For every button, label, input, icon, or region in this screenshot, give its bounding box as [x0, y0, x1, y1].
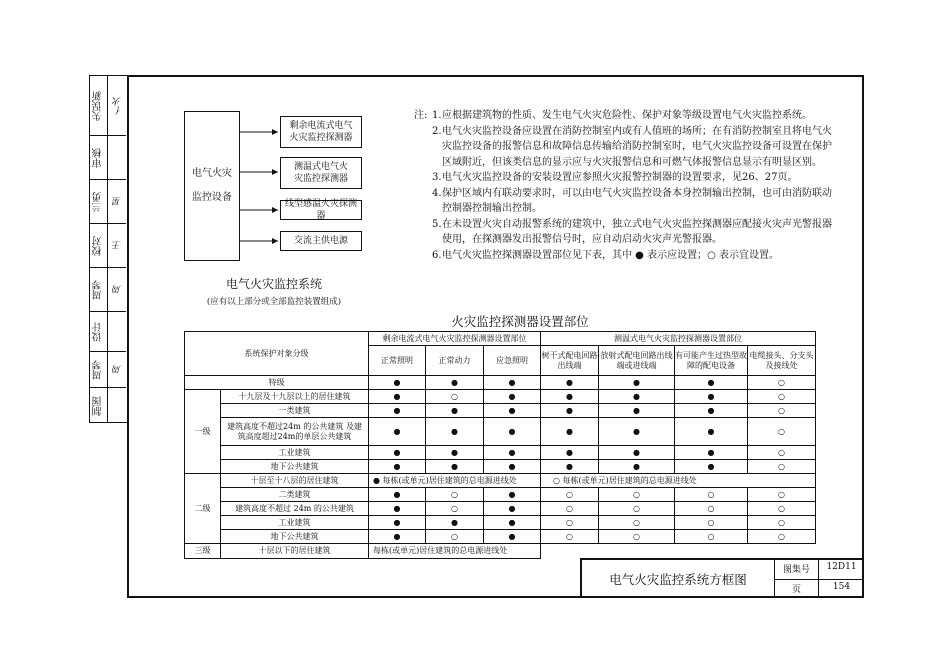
notes-prefix: 注:: [414, 110, 428, 121]
level-label: 特级: [185, 376, 369, 390]
building-type: 地下公共建筑: [221, 460, 369, 474]
table-row: [185, 446, 816, 460]
placement-mark: ●: [369, 516, 426, 530]
table-row: [185, 530, 816, 544]
placement-mark: ●: [599, 418, 675, 446]
temperature-detector-box: 测温式电气火灾监控探测器: [280, 157, 362, 189]
stamp-cell: 兰勇 星: [90, 180, 126, 224]
header-class: 系统保护对象分级: [185, 332, 369, 376]
placement-mark: ●: [599, 460, 675, 474]
placement-mark: ○: [675, 516, 748, 530]
stamp-cell: 制图: [90, 388, 126, 423]
placement-mark: ○: [541, 516, 599, 530]
level-label: 二级: [185, 474, 221, 544]
table-row: [185, 516, 816, 530]
stamp-cell: 失误新 亻火: [90, 76, 126, 136]
table-row: [185, 418, 816, 446]
placement-mark: ●: [426, 446, 484, 460]
detector-placement-table: [184, 331, 816, 559]
stamp-cell: 审核: [90, 136, 126, 180]
notes: 注: 1. 应根据建筑物的性质、发生电气火灾危险性、保护对象等级设置电气火灾监控系统。 2. 电气火灾监控设备应设置在消防控制室内或有人值班的场所；在有消防控制室且将电气火灾监控设备的报警信息和故障信息传输给消防控制室时，电气火灾监控设备可设置在保护区域附近，但该类信息的显示应与火灾报警信息和可燃气体报警信息显示有明显区别。 3. 电气火灾监控设备的安装设置应参照火灾报警控制器的设置要求，见26、27页。 4. 保护区域内有联动要求时，可以由电气火灾监控设备本身控制输出控制，也可由消防联动控制器控制输出控制。 5. 在未设置火灾自动报警系统的建筑中，独立式电气火灾监控探测器应配接火灾声光警报器使用，在探测器发出报警信号时，应自动启动火灾声光警报器。 6. 电气火灾监控探测器设置部位见下表，其中 ● 表示应设置；○ 表示宜设置。: [414, 108, 834, 263]
placement-mark: ○: [748, 390, 816, 404]
building-type: 十层以下的居住建筑: [221, 544, 369, 559]
placement-mark: ●: [541, 460, 599, 474]
placement-mark: ●: [484, 516, 541, 530]
placement-mark: ○: [426, 488, 484, 502]
placement-mark: ●: [369, 376, 426, 390]
placement-mark: ●: [369, 530, 426, 544]
placement-mark: ○: [675, 502, 748, 516]
placement-mark: ○: [675, 488, 748, 502]
placement-mark: ○: [748, 516, 816, 530]
building-type: 建筑高度不超过 24m 的公共建筑: [221, 502, 369, 516]
building-type: 十层至十八层的居住建筑: [221, 474, 369, 488]
placement-mark: ●: [675, 460, 748, 474]
placement-mark: ○: [541, 488, 599, 502]
placement-mark: ●: [599, 404, 675, 418]
placement-mark: ●: [369, 390, 426, 404]
placement-mark: ○: [748, 530, 816, 544]
placement-mark: ○: [541, 530, 599, 544]
placement-mark: ●: [675, 418, 748, 446]
placement-mark: ●: [484, 488, 541, 502]
level-label: 三级: [185, 544, 221, 559]
note-text: 保护区域内有联动要求时，可以由电气火灾监控设备本身控制输出控制，也可由消防联动控制器控制输出控制。: [442, 187, 832, 214]
placement-mark: ●: [369, 460, 426, 474]
stamp-cell: 周琴 周: [90, 352, 126, 388]
placement-mark: ○: [426, 390, 484, 404]
placement-mark: ●: [369, 446, 426, 460]
span-note: ○ 每栋(或单元)居住建筑的总电源进线处: [541, 474, 816, 488]
placement-mark: ●: [484, 390, 541, 404]
placement-mark: ●: [369, 404, 426, 418]
placement-mark: ●: [541, 390, 599, 404]
signature-column: [89, 75, 127, 423]
placement-mark: ●: [599, 446, 675, 460]
note-text: 电气火灾监控设备应设置在消防控制室内或有人值班的场所；在有消防控制室且将电气火灾监控设备的报警信息和故障信息传输给消防控制室时，电气火灾监控设备可设置在保护区域附近，但该类信息的显示应与火灾报警信息和可燃气体报警信息显示有明显区别。: [442, 125, 832, 168]
placement-mark: ●: [484, 404, 541, 418]
building-type: 十九层及十九层以上的居住建筑: [221, 390, 369, 404]
table-row: [185, 390, 816, 404]
ac-power-box: 交流主供电源: [280, 231, 362, 251]
header-group-temp: 测温式电气火灾监控探测器设置部位: [541, 332, 816, 346]
table-row: [185, 404, 816, 418]
placement-mark: ●: [675, 404, 748, 418]
note-text: 电气火灾监控探测器设置部位见下表，其中 ● 表示应设置；○ 表示宜设置。: [442, 249, 779, 261]
placement-mark: ●: [484, 460, 541, 474]
building-type: 工业建筑: [221, 446, 369, 460]
note-text: 在未设置火灾自动报警系统的建筑中，独立式电气火灾监控探测器应配接火灾声光警报器使用，在探测器发出报警信号时，应自动启动火灾声光警报器。: [442, 218, 832, 245]
column-header: 正常照明: [369, 346, 426, 376]
placement-mark: ○: [748, 404, 816, 418]
linear-heat-detector-box: 线型感温火灾探测器: [280, 200, 362, 220]
table-row: [185, 544, 816, 559]
connector-lines: [240, 110, 280, 260]
placement-mark: ●: [599, 390, 675, 404]
atlas-number-value: 12D11: [826, 562, 857, 572]
placement-mark: ○: [599, 502, 675, 516]
atlas-number-label: 图集号: [782, 565, 810, 575]
header-group-residual: 剩余电流式电气火灾监控探测器设置部位: [369, 332, 541, 346]
placement-mark: ●: [369, 502, 426, 516]
placement-mark: ○: [599, 530, 675, 544]
column-header: 电缆接头、分支头及接线处: [748, 346, 816, 376]
placement-mark: ●: [484, 418, 541, 446]
table-row: [185, 474, 816, 488]
placement-mark: ●: [369, 418, 426, 446]
residual-current-detector-box: 剩余电流式电气火灾监控探测器: [280, 116, 362, 148]
placement-mark: ●: [426, 418, 484, 446]
placement-mark: ●: [541, 418, 599, 446]
diagram-title: 电气火灾监控系统: [225, 277, 322, 291]
placement-mark: ●: [541, 376, 599, 390]
placement-mark: ○: [426, 530, 484, 544]
monitor-device-box: 电气火灾监控设备: [184, 111, 240, 261]
placement-mark: ●: [484, 502, 541, 516]
building-type: 工业建筑: [221, 516, 369, 530]
placement-mark: ○: [541, 502, 599, 516]
placement-mark: ○: [748, 376, 816, 390]
stamp-cell: 周琴 周: [90, 268, 126, 312]
title-block: [580, 558, 864, 598]
placement-mark: ●: [484, 376, 541, 390]
placement-mark: ●: [541, 404, 599, 418]
placement-mark: ○: [748, 446, 816, 460]
page-label: 页: [791, 585, 801, 595]
table-row: [185, 502, 816, 516]
placement-mark: ○: [748, 502, 816, 516]
level-label: 一级: [185, 390, 221, 474]
placement-mark: ○: [748, 460, 816, 474]
drawing-title: 电气火灾监控系统方框图: [609, 572, 747, 587]
column-header: 有可能产生过热型故障的配电设备: [675, 346, 748, 376]
page-number: 154: [832, 582, 851, 592]
stamp-cell: 设计: [90, 312, 126, 352]
placement-mark: ●: [426, 516, 484, 530]
table-row: [185, 376, 816, 390]
span-note: ● 每栋(或单元)居住建筑的总电源进线处: [369, 474, 541, 488]
table-row: [185, 460, 816, 474]
placement-mark: ○: [675, 530, 748, 544]
placement-mark: ○: [599, 488, 675, 502]
placement-mark: ●: [484, 446, 541, 460]
placement-mark: ●: [599, 376, 675, 390]
column-header: 树干式配电回路出线端: [541, 346, 599, 376]
stamp-cell: 校对 王: [90, 224, 126, 268]
span-note: 每栋(或单元)居住建筑的总电源进线处: [369, 544, 541, 559]
placement-mark: ●: [675, 446, 748, 460]
placement-mark: ○: [426, 502, 484, 516]
building-type: 二类建筑: [221, 488, 369, 502]
note-text: 应根据建筑物的性质、发生电气火灾危险性、保护对象等级设置电气火灾监控系统。: [442, 110, 812, 121]
placement-mark: ●: [369, 488, 426, 502]
placement-mark: ●: [426, 404, 484, 418]
column-header: 应急照明: [484, 346, 541, 376]
building-type: 一类建筑: [221, 404, 369, 418]
column-header: 正常动力: [426, 346, 484, 376]
placement-mark: ○: [748, 488, 816, 502]
building-type: 地下公共建筑: [221, 530, 369, 544]
placement-mark: ○: [599, 516, 675, 530]
diagram-subtitle: (应有以上部分或全部监控装置组成): [206, 297, 342, 307]
table-title: 火灾监控探测器设置部位: [451, 314, 589, 329]
column-header: 放射式配电回路出线端或进线端: [599, 346, 675, 376]
placement-mark: ●: [675, 390, 748, 404]
placement-mark: ●: [541, 446, 599, 460]
placement-mark: ●: [675, 376, 748, 390]
placement-mark: ○: [748, 418, 816, 446]
placement-mark: ●: [426, 460, 484, 474]
placement-mark: ●: [426, 376, 484, 390]
note-text: 电气火灾监控设备的安装设置应参照火灾报警控制器的设置要求，见26、27页。: [442, 172, 798, 183]
placement-mark: ●: [484, 530, 541, 544]
table-row: [185, 488, 816, 502]
building-type: 建筑高度不超过24m 的公共建筑 及建筑高度超过24m的单层公共建筑: [221, 418, 369, 446]
